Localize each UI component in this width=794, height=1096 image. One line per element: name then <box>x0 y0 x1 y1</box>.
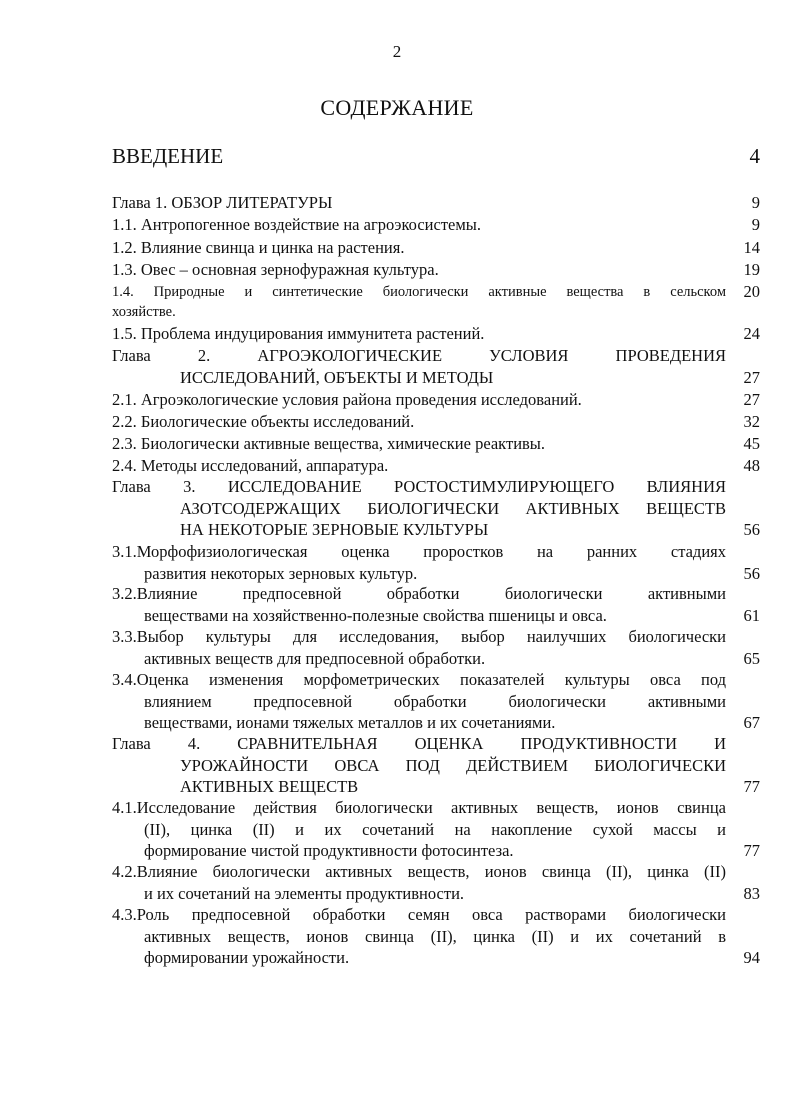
toc-entry-label: 3.2.Влияние предпосевной обработки биологически активными <box>112 584 726 603</box>
toc-section-2-2 <box>112 411 760 433</box>
toc-page-number: 77 <box>743 777 760 796</box>
toc-page-number: 94 <box>743 948 760 967</box>
toc-entry-label: 1.3. Овес – основная зернофуражная культура. <box>112 260 439 279</box>
toc-section-3-3 <box>112 626 760 669</box>
toc-page-number: 32 <box>743 412 760 431</box>
toc-entry-label: 3.4.Оценка изменения морфометрических показателей культуры овса под <box>112 670 726 689</box>
toc-entry-label: 2.1. Агроэкологические условия района проведения исследований. <box>112 390 582 409</box>
toc-entry-label: Глава 4. СРАВНИТЕЛЬНАЯ ОЦЕНКА ПРОДУКТИВНОСТИ И <box>112 734 726 753</box>
toc-entry-label-continued: АЗОТСОДЕРЖАЩИХ БИОЛОГИЧЕСКИ АКТИВНЫХ ВЕЩЕСТВ <box>180 498 726 518</box>
toc-entry-label-continued: влиянием предпосевной обработки биологически активными <box>144 691 726 711</box>
toc-page-number: 45 <box>743 434 760 453</box>
toc-entry-label-continued: хозяйстве. <box>112 304 176 320</box>
toc-section-4-1 <box>112 797 760 862</box>
toc-entry-label-continued: ИССЛЕДОВАНИЙ, ОБЪЕКТЫ И МЕТОДЫ <box>180 367 494 387</box>
toc-page-number: 77 <box>743 841 760 860</box>
toc-entry-label: Глава 1. ОБЗОР ЛИТЕРАТУРЫ <box>112 193 333 212</box>
toc-page-number: 83 <box>743 883 760 903</box>
toc-chapter-1 <box>112 192 760 214</box>
toc-entry-label: 2.2. Биологические объекты исследований. <box>112 412 415 431</box>
toc-entry-label-continued: активных веществ для предпосевной обработки. <box>144 648 486 668</box>
toc-entry-label: 4.3.Роль предпосевной обработки семян овса растворами биологически <box>112 905 726 924</box>
toc-entry-label: Глава 3. ИССЛЕДОВАНИЕ РОСТОСТИМУЛИРУЮЩЕГО ВЛИЯНИЯ <box>112 477 726 496</box>
toc-section-2-4 <box>112 455 760 477</box>
toc-section-1-5 <box>112 323 760 345</box>
toc-chapter-2 <box>112 345 760 388</box>
toc-entry-label-continued: и их сочетаний на элементы продуктивности. <box>144 883 465 903</box>
toc-entry-label-continued: веществами, ионами тяжелых металлов и их сочетаниями. <box>144 713 556 732</box>
toc-entry-label: 1.4. Природные и синтетические биологически активные вещества в сельском <box>112 284 726 300</box>
toc-entry-label-continued: (II), цинка (II) и их сочетаний на накопление сухой массы и <box>144 819 726 839</box>
toc-page-number: 27 <box>743 390 760 409</box>
toc-section-3-1 <box>112 541 760 584</box>
toc-page-number: 56 <box>743 563 760 583</box>
toc-section-4-2 <box>112 861 760 904</box>
toc-entry-label: 2.3. Биологически активные вещества, химические реактивы. <box>112 434 546 453</box>
toc-entry-label: 3.3.Выбор культуры для исследования, выбор наилучших биологически <box>112 627 726 646</box>
toc-page-number: 9 <box>751 193 760 212</box>
toc-entry-label: ВВЕДЕНИЕ <box>112 144 224 168</box>
toc-section-1-3 <box>112 259 760 281</box>
toc-page-number: 56 <box>743 520 760 539</box>
toc-page-number: 20 <box>743 282 760 301</box>
toc-page-number: 19 <box>743 260 760 279</box>
toc-section-3-4 <box>112 669 760 734</box>
toc-page-number: 24 <box>743 324 760 343</box>
toc-page-number: 9 <box>751 215 760 234</box>
toc-entry-introduction <box>112 143 760 169</box>
toc-entry-label: 1.1. Антропогенное воздействие на агроэкосистемы. <box>112 215 482 234</box>
toc-section-1-1 <box>112 214 760 236</box>
toc-section-2-3 <box>112 433 760 455</box>
toc-entry-label: Глава 2. АГРОЭКОЛОГИЧЕСКИЕ УСЛОВИЯ ПРОВЕДЕНИЯ <box>112 346 726 365</box>
toc-entry-label-continued: УРОЖАЙНОСТИ ОВСА ПОД ДЕЙСТВИЕМ БИОЛОГИЧЕСКИ <box>180 755 726 775</box>
toc-entry-label-continued: формировании урожайности. <box>144 948 350 967</box>
toc-page-number: 61 <box>743 605 760 625</box>
toc-entry-label-continued: АКТИВНЫХ ВЕЩЕСТВ <box>180 777 359 796</box>
toc-chapter-4 <box>112 733 760 798</box>
toc-entry-label: 3.1.Морфофизиологическая оценка проростков на ранних стадиях <box>112 542 726 561</box>
toc-page-number: 4 <box>749 144 760 168</box>
toc-section-2-1 <box>112 389 760 411</box>
toc-entry-label-continued: активных веществ, ионов свинца (II), цинка (II) и их сочетаний в <box>144 926 726 946</box>
toc-page-number: 48 <box>743 456 760 475</box>
toc-entry-label: 4.2.Влияние биологически активных веществ, ионов свинца (II), цинка (II) <box>112 862 726 881</box>
toc-section-1-4 <box>112 282 760 322</box>
toc-entry-label-continued: развития некоторых зерновых культур. <box>144 563 418 583</box>
page-number: 2 <box>392 42 402 61</box>
toc-section-4-3 <box>112 904 760 969</box>
toc-entry-label: 4.1.Исследование действия биологически активных веществ, ионов свинца <box>112 798 726 817</box>
toc-entry-label-continued: формирование чистой продуктивности фотосинтеза. <box>144 841 514 860</box>
page-title: СОДЕРЖАНИЕ <box>320 95 474 120</box>
toc-page-number: 65 <box>743 648 760 668</box>
toc-section-3-2 <box>112 583 760 626</box>
toc-page-number: 14 <box>743 238 760 257</box>
toc-chapter-3 <box>112 476 760 541</box>
toc-entry-label: 1.5. Проблема индуцирования иммунитета растений. <box>112 324 485 343</box>
toc-page-number: 67 <box>743 713 760 732</box>
toc-entry-label: 1.2. Влияние свинца и цинка на растения. <box>112 238 405 257</box>
toc-entry-label-continued: НА НЕКОТОРЫЕ ЗЕРНОВЫЕ КУЛЬТУРЫ <box>180 520 489 539</box>
toc-section-1-2 <box>112 237 760 259</box>
toc-entry-label-continued: веществами на хозяйственно-полезные свойства пшеницы и овса. <box>144 605 607 625</box>
toc-entry-label: 2.4. Методы исследований, аппаратура. <box>112 456 389 475</box>
toc-page-number: 27 <box>743 367 760 387</box>
